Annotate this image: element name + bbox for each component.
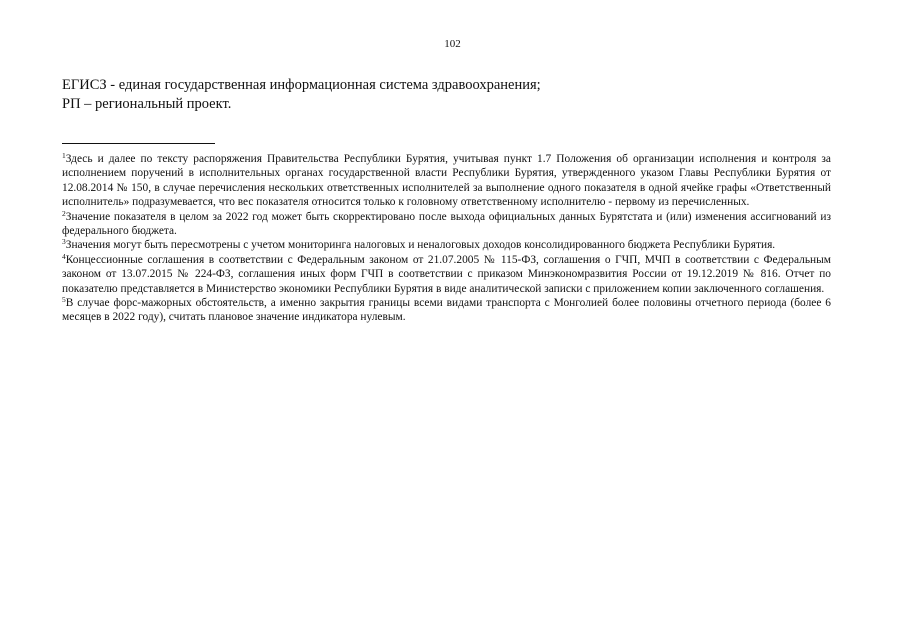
footnote-text: В случае форс-мажорных обстоятельств, а именно закрытия границы всеми видами транспорта с Монголией более половины отчетного периода (более 6 месяцев в 2022 году), считать плановое значение индикатора нулевым. [62, 297, 831, 324]
footnote-2 [62, 210, 831, 239]
footnote-1 [62, 152, 831, 210]
footnote-4 [62, 253, 831, 296]
footnote-separator [62, 143, 215, 144]
footnote-mark: 2 [62, 208, 66, 218]
page-number: 102 [444, 38, 461, 50]
footnote-mark: 5 [62, 295, 66, 305]
footnote-text: Здесь и далее по тексту распоряжения Правительства Республики Бурятия, учитывая пункт 1.7 Положения об организации исполнения и контроля за исполнением поручений в исполнительных органах государственной власти Республики Бурятия, утвержденного указом Главы Республики Бурятия от 12.08.2014 № 150, в случае перечисления нескольких ответственных исполнителей за выполнение одного показателя в одной ячейке графы «Ответственный исполнитель» подразумевается, что вес показателя относится только к головному ответственному исполнителю - первому из перечисленных. [62, 153, 831, 209]
abbreviation-rp: РП – региональный проект. [62, 96, 232, 112]
footnote-3 [62, 238, 831, 252]
footnote-mark: 4 [62, 251, 66, 261]
footnote-mark: 3 [62, 237, 66, 247]
footnote-text: Концессионные соглашения в соответствии с Федеральным законом от 21.07.2005 № 115-ФЗ, соглашения о ГЧП, МЧП в соответствии с Федеральным законом от 13.07.2015 № 224-ФЗ, соглашения иных форм ГЧП в соответствии с приказом Минэкономразвития России от 19.12.2019 № 816. Отчет по показателю представляется в Министерство экономики Республики Бурятия в виде аналитической записки с приложением копии заключенного соглашения. [62, 253, 831, 295]
footnotes-block [62, 152, 831, 325]
abbreviations-block [62, 76, 842, 114]
footnote-text: Значения могут быть пересмотрены с учетом мониторинга налоговых и неналоговых доходов консолидированного бюджета Республики Бурятия. [65, 239, 776, 252]
footnote-5 [62, 296, 831, 325]
footnote-text: Значение показателя в целом за 2022 год может быть скорректировано после выхода официальных данных Бурятстата и (или) изменения ассигнований из федерального бюджета. [62, 210, 831, 238]
footnote-mark: 1 [62, 151, 66, 160]
abbreviation-egisz: ЕГИСЗ - единая государственная информационная система здравоохранения; [62, 77, 541, 93]
